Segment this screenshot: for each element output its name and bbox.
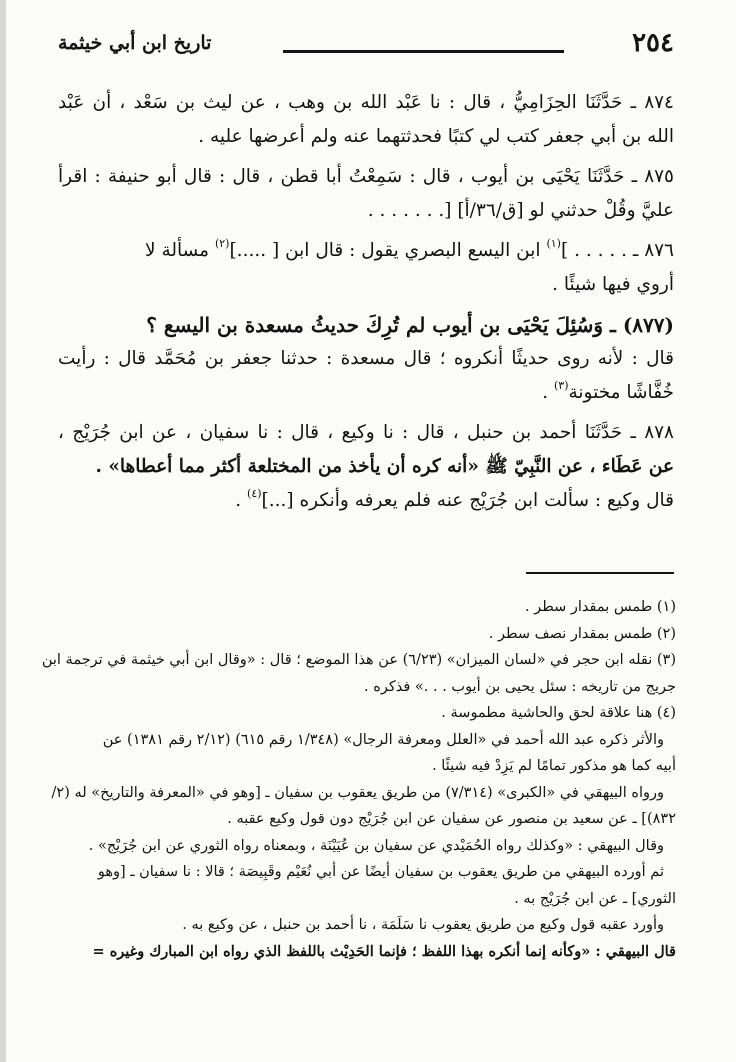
- hadith-877-period: .: [542, 382, 549, 403]
- hadith-877-line-3: [58, 376, 674, 410]
- page-edge-shadow: [0, 0, 6, 1062]
- footnote-4-line-10: قال البيهقي : «وكأنه إنما أنكره بهذا اللفظ ؛ فإنما الحَدِيْث باللفظ الذي رواه ابن المبارك وغيره =: [92, 942, 676, 960]
- footnote-ref-4: (٤): [247, 487, 262, 500]
- footnote-4-line-9: وأورد عقبه قول وكيع من طريق يعقوب نا سَلَمَة ، نا أحمد بن حنبل ، عن وكيع به .: [182, 917, 664, 933]
- footnote-ref-1: (١): [546, 237, 561, 250]
- page-header: [58, 28, 674, 68]
- footnote-4-line-6: وقال البيهقي : «وكذلك رواه الحُمَيْدي عن سفيان بن عُيَيْنَة ، وبمعناه رواه الثوري عن ابن جُرَيْج» .: [88, 837, 664, 854]
- footnote-4-line-3: أبيه كما هو مذكور تمامًا لم يَزِدْ فيه شيئًا .: [432, 758, 676, 774]
- page-number: ٢٥٤: [632, 28, 674, 58]
- footnote-separator: [526, 572, 674, 574]
- footnote-2: (٢) طمس بمقدار نصف سطر .: [488, 625, 676, 642]
- footnote-4-line-5: ٨٣٢)] ـ عن سعيد بن منصور عن سفيان عن ابن جُرَيْج دون قول وكيع عقبه .: [227, 811, 676, 827]
- hadith-878-comment: قال وكيع : سألت ابن جُرَيْج عنه فلم يعرفه وأنكره [...]: [261, 490, 674, 511]
- footnote-ref-2: (٢): [214, 237, 230, 250]
- footnotes: [41, 594, 676, 965]
- hadith-874-line-2: الله بن أبي جعفر كتب لي كتبًا فحدثتهما عنه ولم أعرضها عليه .: [198, 126, 674, 147]
- footnote-4-line-1: (٤) هنا علاقة لحق والحاشية مطموسة .: [441, 705, 676, 721]
- hadith-878-line-3: [58, 484, 674, 518]
- footnote-4-line-7: ثم أورده البيهقي من طريق يعقوب بن سفيان أيضًا عن أبي نُعَيْم وقَبِيصَة ؛ قالا : نا سفيان ـ [وهو: [97, 864, 664, 880]
- footnote-4-line-8: الثوري] ـ عن ابن جُرَيْج به .: [514, 890, 676, 907]
- hadith-877-line-2: قال : لأنه روى حديثًا أنكروه ؛ قال مسعدة : حدثنا جعفر بن مُحَمَّد قال : رأيت: [58, 348, 674, 369]
- running-title: تاريخ ابن أبي خيثمة: [58, 32, 212, 54]
- footnote-3-line-2: جريج من تاريخه : سئل يحيى بن أيوب . . .» فذكره .: [364, 678, 676, 695]
- footnote-3-line-1: (٣) نقله ابن حجر في «لسان الميزان» (٦/٢٣) عن هذا الموضع ؛ قال : «وقال ابن أبي خيثمة في ترجمة ابن: [41, 652, 676, 668]
- hadith-876-narrator: ابن اليسع البصري يقول : قال ابن [ .....]: [229, 240, 541, 261]
- hadith-875-line-1: ٨٧٥ ـ حَدَّثَنَا يَحْيَى بن أيوب ، قال : سَمِعْتُ أبا قطن ، قال : قال أبو حنيفة : اقرأ: [58, 166, 674, 187]
- hadith-877-question: (٨٧٧) ـ وَسُئِلَ يَحْيَى بن أيوب لم تُرِكَ حديثُ مسعدة بن اليسع ؟: [146, 313, 674, 337]
- main-text: [58, 86, 674, 518]
- hadith-878-line-1: ٨٧٨ ـ حَدَّثَنَا أحمد بن حنبل ، قال : نا وكيع ، قال : نا سفيان ، عن ابن جُرَيْج ،: [58, 422, 674, 443]
- hadith-876-closing: مسألة لا: [145, 240, 210, 261]
- footnote-ref-3: (٣): [553, 379, 569, 392]
- hadith-875-line-2: عليَّ وقُلْ حدثني لو [ق/٣٦/أ] [. . . . . . .: [367, 200, 674, 221]
- header-rule: [283, 50, 564, 53]
- hadith-878-period: .: [235, 490, 242, 511]
- footnote-1: (١) طمس بمقدار سطر .: [524, 599, 676, 615]
- hadith-874-line-1: ٨٧٤ ـ حَدَّثَنَا الحِزَامِيُّ ، قال : نا عَبْد الله بن وهب ، عن ليث بن سَعْد ، أن عَبْد: [58, 92, 674, 113]
- hadith-876-line-2: أروي فيها شيئًا .: [552, 274, 674, 295]
- hadith-876-opening: ٨٧٦ ـ . . . . . ]: [560, 240, 674, 261]
- footnote-4-line-4: ورواه البيهقي في «الكبرى» (٧/٣١٤) من طريق يعقوب بن سفيان ـ [وهو في «المعرفة والتاريخ» له (٢/: [51, 784, 664, 801]
- hadith-877-ending: خُفَّاشًا مختونة: [568, 382, 674, 403]
- hadith-876-line-1: [58, 234, 674, 268]
- hadith-878-line-2: عن عَطَاء ، عن النَّبِيّ ﷺ «أنه كره أن يأخذ من المختلعة أكثر مما أعطاها» .: [95, 456, 674, 477]
- footnote-4-line-2: والأثر ذكره عبد الله أحمد في «العلل ومعرفة الرجال» (١/٣٤٨ رقم ٦١٥) (٢/١٢ رقم ١٣٨١) عن: [102, 731, 664, 748]
